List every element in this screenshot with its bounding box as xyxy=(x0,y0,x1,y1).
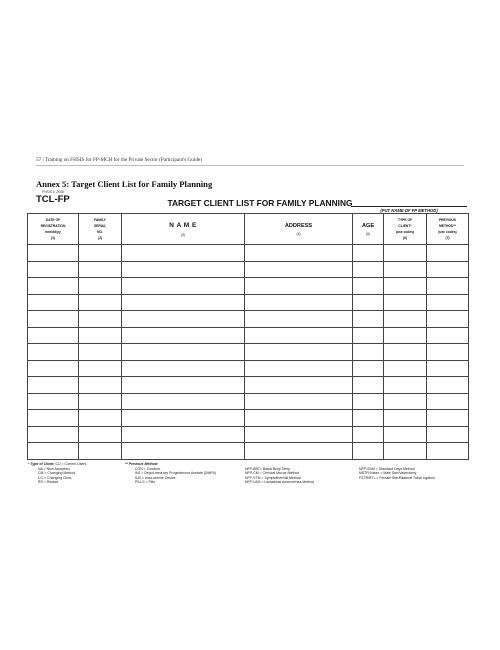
table-cell[interactable] xyxy=(245,393,353,410)
table-cell[interactable] xyxy=(384,393,427,410)
legend-previous-method-nfp xyxy=(245,467,314,485)
table-cell[interactable] xyxy=(384,311,427,328)
col-header-text: mm/dd/yy xyxy=(45,230,61,234)
table-cell[interactable] xyxy=(384,261,427,278)
table-cell[interactable] xyxy=(427,377,469,394)
legend-item: MSTR/Vasec = Male Ster/Vasectomy xyxy=(359,471,417,476)
table-cell[interactable] xyxy=(245,360,353,377)
col-header-text: FAMILY xyxy=(94,217,106,222)
table-cell[interactable] xyxy=(79,393,122,410)
table-row xyxy=(28,410,469,427)
table-cell[interactable] xyxy=(353,443,384,460)
table-cell[interactable] xyxy=(122,393,245,410)
table-cell[interactable] xyxy=(122,443,245,460)
table-row xyxy=(28,294,469,311)
header-rule xyxy=(36,165,464,166)
col-header-text: REGISTRATION xyxy=(40,223,66,228)
table-row xyxy=(28,426,469,443)
legend-item: CC = Changing Clinic xyxy=(38,475,72,480)
legend-previous-method-other xyxy=(359,467,435,481)
table-cell[interactable] xyxy=(353,393,384,410)
table-cell[interactable] xyxy=(384,344,427,361)
table-cell[interactable] xyxy=(427,294,469,311)
legend-previous-method xyxy=(125,462,216,485)
table-row xyxy=(28,393,469,410)
table-cell[interactable] xyxy=(28,377,79,394)
table-cell[interactable] xyxy=(353,344,384,361)
legend-label: ** Previous Method: xyxy=(125,462,159,466)
table-cell[interactable] xyxy=(245,410,353,427)
table-cell[interactable] xyxy=(384,410,427,427)
col-header-number: (6) xyxy=(402,236,408,241)
table-row xyxy=(28,360,469,377)
table-header-row xyxy=(28,214,469,245)
table-cell[interactable] xyxy=(427,360,469,377)
table-cell[interactable] xyxy=(245,443,353,460)
legend-item: INJ = Depot-medroxy Progesterone Acetate (DMPA) xyxy=(135,471,216,476)
annex-title: Annex 5: Target Client List for Family Planning xyxy=(36,179,213,189)
table-cell[interactable] xyxy=(28,426,79,443)
col-header-previous-method xyxy=(427,214,469,245)
col-header-text: ADDRESS xyxy=(284,222,313,229)
table-cell[interactable] xyxy=(28,278,79,295)
table-cell[interactable] xyxy=(79,294,122,311)
col-header-text: SERIAL xyxy=(93,223,107,228)
legend-item: NFP-STM = Symptothermal Method xyxy=(245,475,301,480)
col-header-number: (1) xyxy=(50,236,56,241)
col-header-address xyxy=(245,214,353,245)
table-cell[interactable] xyxy=(79,410,122,427)
table-row xyxy=(28,311,469,328)
table-cell[interactable] xyxy=(245,327,353,344)
form-main-title: TARGET CLIENT LIST FOR FAMILY PLANNING xyxy=(167,198,353,208)
col-header-text: PREVIOUS xyxy=(438,217,457,222)
col-header-text: AGE xyxy=(361,222,375,229)
table-cell[interactable] xyxy=(122,344,245,361)
legend-item: RS = Restart xyxy=(38,480,59,485)
table-cell[interactable] xyxy=(384,360,427,377)
table-cell[interactable] xyxy=(384,278,427,295)
table-cell[interactable] xyxy=(79,344,122,361)
table-cell[interactable] xyxy=(122,311,245,328)
legend-label: * Type of Client: xyxy=(28,462,55,466)
table-cell[interactable] xyxy=(79,426,122,443)
col-header-text: METHOD** xyxy=(439,223,456,228)
table-cell[interactable] xyxy=(79,360,122,377)
table-row xyxy=(28,377,469,394)
table-cell[interactable] xyxy=(427,311,469,328)
col-header-text: DATE OF xyxy=(45,217,61,222)
table-cell[interactable] xyxy=(427,327,469,344)
table-cell[interactable] xyxy=(245,245,353,262)
table-row xyxy=(28,261,469,278)
table-cell[interactable] xyxy=(384,327,427,344)
col-header-number: (7) xyxy=(445,236,450,241)
legend-item: CON = Condom xyxy=(135,466,160,471)
col-header-name xyxy=(122,214,245,245)
table-cell[interactable] xyxy=(245,344,353,361)
table-cell[interactable] xyxy=(122,278,245,295)
col-header-family-serial-no xyxy=(79,214,122,245)
col-header-text: TYPE OF xyxy=(397,217,413,222)
form-id: TCL-FP xyxy=(36,194,70,205)
col-header-text: NO. xyxy=(97,230,103,234)
table-row xyxy=(28,327,469,344)
table-cell[interactable] xyxy=(245,311,353,328)
table-cell[interactable] xyxy=(28,261,79,278)
table-cell[interactable] xyxy=(427,443,469,460)
table-cell[interactable] xyxy=(28,410,79,427)
table-cell[interactable] xyxy=(353,426,384,443)
table-cell[interactable] xyxy=(427,261,469,278)
table-cell[interactable] xyxy=(28,360,79,377)
table-cell[interactable] xyxy=(79,443,122,460)
table-cell[interactable] xyxy=(122,410,245,427)
table-cell[interactable] xyxy=(28,393,79,410)
table-cell[interactable] xyxy=(353,327,384,344)
table-cell[interactable] xyxy=(28,443,79,460)
table-cell[interactable] xyxy=(245,278,353,295)
table-cell[interactable] xyxy=(427,410,469,427)
table-cell[interactable] xyxy=(245,294,353,311)
running-header: 57 | Training on FHSIS for FP-MCH for the Private Sector (Participant's Guide) xyxy=(36,157,202,163)
legend-type-of-client xyxy=(28,462,86,485)
table-cell[interactable] xyxy=(79,327,122,344)
table-cell[interactable] xyxy=(353,278,384,295)
table-row xyxy=(28,245,469,262)
col-header-text: (use codes) xyxy=(438,230,457,234)
table-row xyxy=(28,443,469,460)
table-cell[interactable] xyxy=(122,261,245,278)
legend-item: NFP-LAM = Lactational Amenorrhea Method xyxy=(245,480,314,485)
table-cell[interactable] xyxy=(245,377,353,394)
table-cell[interactable] xyxy=(427,245,469,262)
table-cell[interactable] xyxy=(28,344,79,361)
table-cell[interactable] xyxy=(353,377,384,394)
col-header-text: N A M E xyxy=(169,221,197,229)
table-cell[interactable] xyxy=(353,360,384,377)
col-header-type-of-client xyxy=(384,214,427,245)
table-cell[interactable] xyxy=(28,327,79,344)
table-cell[interactable] xyxy=(122,245,245,262)
method-name-label: (PUT NAME OF FP METHOD) xyxy=(380,208,438,213)
table-cell[interactable] xyxy=(353,410,384,427)
table-cell[interactable] xyxy=(79,245,122,262)
legend-item: IUD = Intra-uterine Device xyxy=(135,475,176,480)
table-cell[interactable] xyxy=(28,294,79,311)
table-cell[interactable] xyxy=(122,294,245,311)
col-header-number: (3) xyxy=(180,233,186,238)
table-cell[interactable] xyxy=(122,377,245,394)
col-header-number: (5) xyxy=(365,232,371,237)
table-cell[interactable] xyxy=(384,245,427,262)
col-header-number: (2) xyxy=(97,236,103,241)
table-cell[interactable] xyxy=(122,327,245,344)
legend-item: NA = New Acceptors xyxy=(38,466,71,471)
legend-item: NFP-BBT= Basal Body Temp xyxy=(245,466,291,471)
table-cell[interactable] xyxy=(353,261,384,278)
legend-item: FSTR/BTL = Female Ster/Bilateral Tubal Ligation xyxy=(359,475,435,480)
table-cell[interactable] xyxy=(353,294,384,311)
table-cell[interactable] xyxy=(122,426,245,443)
legend-item: PILLS = Pills xyxy=(135,480,155,485)
table-cell[interactable] xyxy=(427,393,469,410)
table-row xyxy=(28,344,469,361)
table-cell[interactable] xyxy=(28,245,79,262)
col-header-age xyxy=(353,214,384,245)
table-cell[interactable] xyxy=(427,426,469,443)
col-header-number: (4) xyxy=(296,232,301,237)
table-cell[interactable] xyxy=(79,261,122,278)
table-cell[interactable] xyxy=(427,344,469,361)
legend-item: CU = Current Users xyxy=(55,462,87,466)
client-list-table xyxy=(27,213,469,460)
legend-item: CM = Changing Method xyxy=(38,471,76,476)
table-row xyxy=(28,278,469,295)
legend-item: NFP-CM = Cervical Mucus Method xyxy=(245,471,300,476)
form-version-code: FHSIS v. 2008 xyxy=(42,190,64,194)
col-header-text: (use codes) xyxy=(395,230,415,234)
table-cell[interactable] xyxy=(384,426,427,443)
table-cell[interactable] xyxy=(427,278,469,295)
table-cell[interactable] xyxy=(353,245,384,262)
col-header-date-of-registration xyxy=(28,214,79,245)
table-cell[interactable] xyxy=(245,426,353,443)
legend-item: NFP-SDM = Standard Days Method xyxy=(359,466,415,471)
table-cell[interactable] xyxy=(79,311,122,328)
table-cell[interactable] xyxy=(79,377,122,394)
table-cell[interactable] xyxy=(79,278,122,295)
table-cell[interactable] xyxy=(353,311,384,328)
client-rows xyxy=(28,245,469,460)
table-cell[interactable] xyxy=(384,377,427,394)
table-cell[interactable] xyxy=(245,261,353,278)
method-name-line xyxy=(351,206,467,207)
table-cell[interactable] xyxy=(28,311,79,328)
col-header-text: CLIENT* xyxy=(398,223,412,228)
table-cell[interactable] xyxy=(384,443,427,460)
table-cell[interactable] xyxy=(384,294,427,311)
table-cell[interactable] xyxy=(122,360,245,377)
